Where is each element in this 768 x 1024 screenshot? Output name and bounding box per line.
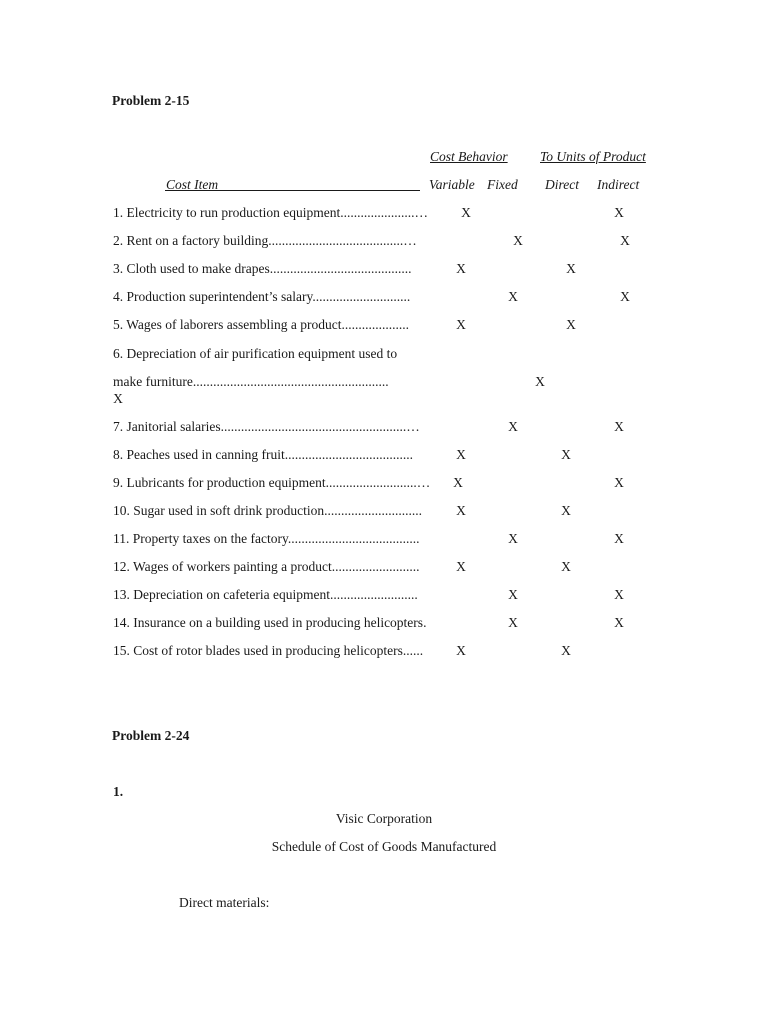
cost-item-row — [113, 615, 426, 631]
dot-leader: .......................... — [331, 559, 420, 574]
cost-item-label: 2. Rent on a factory building — [113, 233, 269, 248]
cost-item-label: 13. Depreciation on cafeteria equipment — [113, 587, 331, 602]
column-variable: Variable — [429, 177, 475, 192]
fixed-mark: X — [513, 233, 523, 248]
variable-mark: X — [456, 643, 466, 658]
cost-item-label: 5. Wages of laborers assembling a product — [113, 317, 342, 332]
indirect-mark: X — [614, 475, 624, 490]
cost-item-label: 4. Production superintendent’s salary — [113, 289, 313, 304]
cost-item-row — [113, 289, 410, 305]
indirect-mark: X — [113, 391, 123, 406]
fixed-mark: X — [508, 615, 518, 630]
cost-item-row — [113, 261, 411, 277]
cost-item-row — [113, 419, 420, 435]
direct-mark: X — [566, 317, 576, 332]
dot-leader: . — [423, 615, 427, 630]
dot-leader: .......................................................... — [192, 374, 389, 389]
dot-leader: .......................... — [330, 587, 418, 602]
variable-mark: X — [456, 317, 466, 332]
column-fixed: Fixed — [487, 177, 518, 192]
variable-mark: X — [456, 503, 466, 518]
cost-item-row — [113, 531, 419, 547]
cost-item-label: 3. Cloth used to make drapes — [113, 261, 270, 276]
cost-item-label: 10. Sugar used in soft drink production — [113, 503, 325, 518]
cost-item-label: 14. Insurance on a building used in producing helicopters — [113, 615, 424, 630]
direct-mark: X — [561, 559, 571, 574]
cost-item-row — [113, 205, 428, 221]
cost-item-label: 1. Electricity to run production equipment — [113, 205, 341, 220]
header-to-units-of-product: To Units of Product — [540, 149, 646, 164]
variable-mark: X — [453, 475, 463, 490]
company-name: Visic Corporation — [335, 811, 433, 826]
dot-leader: ....................................... — [287, 531, 420, 546]
schedule-title: Schedule of Cost of Goods Manufactured — [271, 839, 497, 854]
cost-item-row — [113, 447, 413, 463]
indirect-mark: X — [620, 233, 630, 248]
indirect-mark: X — [614, 531, 624, 546]
dot-leader: .......................................................… — [220, 419, 420, 434]
dot-leader: ............................. — [312, 289, 411, 304]
cost-item-label: 8. Peaches used in canning fruit — [113, 447, 285, 462]
variable-mark: X — [456, 261, 466, 276]
problem-title: Problem 2-15 — [112, 93, 190, 108]
indirect-mark: X — [614, 419, 624, 434]
direct-materials-label: Direct materials: — [179, 895, 270, 910]
cost-item-row — [113, 643, 423, 659]
dot-leader: .......................................... — [269, 261, 412, 276]
column-cost-item: Cost Item — [166, 177, 219, 192]
cost-item-label: 7. Janitorial salaries — [113, 419, 221, 434]
cost-item-label: 9. Lubricants for production equipment — [113, 475, 326, 490]
dot-leader: ...........................… — [325, 475, 431, 490]
cost-item-row — [113, 317, 409, 333]
cost-item-row — [113, 559, 420, 575]
dot-leader: ...................................... — [284, 447, 413, 462]
cost-item-label: 11. Property taxes on the factory — [113, 531, 288, 546]
fixed-mark: X — [508, 289, 518, 304]
column-indirect: Indirect — [597, 177, 640, 192]
dot-leader: ......................… — [340, 205, 428, 220]
dot-leader: ...... — [402, 643, 424, 658]
column-direct: Direct — [545, 177, 579, 192]
direct-mark: X — [566, 261, 576, 276]
indirect-mark: X — [614, 205, 624, 220]
fixed-mark: X — [508, 587, 518, 602]
fixed-mark: X — [508, 531, 518, 546]
direct-mark: X — [561, 643, 571, 658]
variable-mark: X — [456, 447, 466, 462]
header-cost-behavior: Cost Behavior — [430, 149, 508, 164]
cost-item-underline — [165, 190, 420, 191]
dot-leader: ........................................… — [268, 233, 417, 248]
variable-mark: X — [461, 205, 471, 220]
direct-mark: X — [561, 503, 571, 518]
cost-item-row — [113, 233, 417, 249]
cost-item-label: 12. Wages of workers painting a product — [113, 559, 332, 574]
indirect-mark: X — [620, 289, 630, 304]
cost-item-label: 15. Cost of rotor blades used in producing helicopters — [113, 643, 403, 658]
cost-item-row — [113, 475, 430, 491]
dot-leader: ............................. — [324, 503, 422, 518]
indirect-mark: X — [614, 615, 624, 630]
cost-item-row — [113, 374, 389, 390]
fixed-mark: X — [535, 374, 545, 389]
fixed-mark: X — [508, 419, 518, 434]
direct-mark: X — [561, 447, 571, 462]
cost-item-label-line1: 6. Depreciation of air purification equipment used to — [113, 346, 398, 361]
cost-item-row — [113, 503, 422, 519]
indirect-mark: X — [614, 587, 624, 602]
part-number: 1. — [113, 784, 124, 799]
cost-item-row — [113, 587, 418, 603]
problem-title: Problem 2-24 — [112, 728, 190, 743]
cost-item-label-line2: make furniture — [113, 374, 193, 389]
variable-mark: X — [456, 559, 466, 574]
dot-leader: .................... — [341, 317, 409, 332]
